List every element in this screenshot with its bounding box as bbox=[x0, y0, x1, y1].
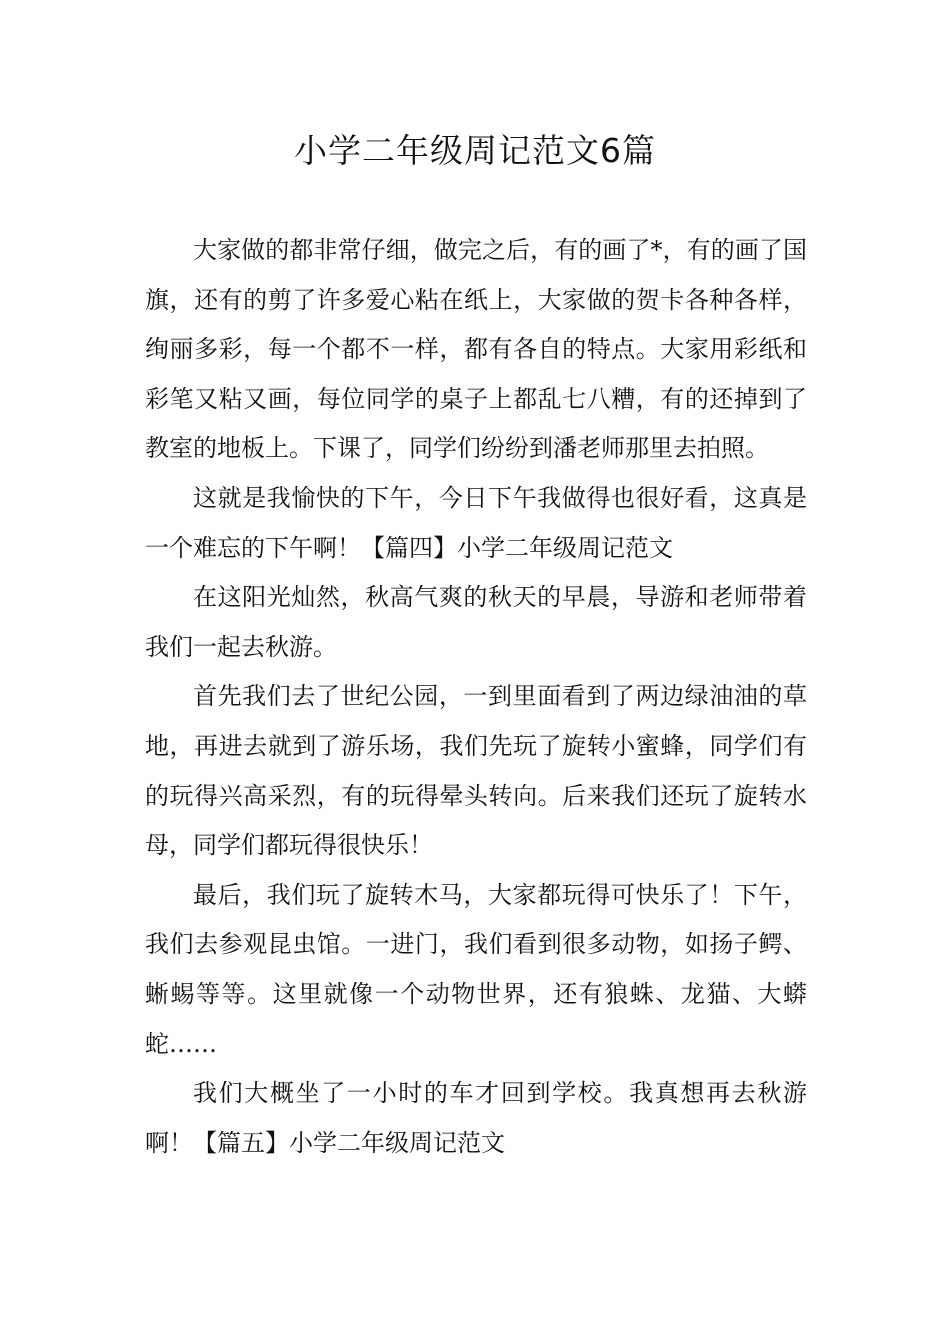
document-body bbox=[145, 226, 807, 1168]
paragraph-5: 最后，我们玩了旋转木马，大家都玩得可快乐了！下午，我们去参观昆虫馆。一进门，我们看到很多动物，如扬子鳄、蜥蜴等等。这里就像一个动物世界，还有狼蛛、龙猫、大蟒蛇…… bbox=[145, 880, 807, 1058]
document-title: 小学二年级周记范文6篇 bbox=[294, 131, 656, 170]
paragraph-2: 这就是我愉快的下午，今日下午我做得也很好看，这真是一个难忘的下午啊！【篇四】小学二年级周记范文 bbox=[145, 483, 807, 562]
paragraph-1: 大家做的都非常仔细，做完之后，有的画了*，有的画了国旗，还有的剪了许多爱心粘在纸上，大家做的贺卡各种各样，绚丽多彩，每一个都不一样，都有各自的特点。大家用彩纸和彩笔又粘又画，每位同学的桌子上都乱七八糟，有的还掉到了教室的地板上。下课了，同学们纷纷到潘老师那里去拍照。 bbox=[145, 236, 807, 463]
paragraph-6: 我们大概坐了一小时的车才回到学校。我真想再去秋游啊！【篇五】小学二年级周记范文 bbox=[145, 1079, 807, 1157]
paragraph-4: 首先我们去了世纪公园，一到里面看到了两边绿油油的草地，再进去就到了游乐场，我们先玩了旋转小蜜蜂，同学们有的玩得兴高采烈，有的玩得晕头转向。后来我们还玩了旋转水母，同学们都玩得很快乐！ bbox=[145, 682, 807, 860]
paragraph-3: 在这阳光灿然，秋高气爽的秋天的早晨，导游和老师带着我们一起去秋游。 bbox=[145, 583, 807, 661]
